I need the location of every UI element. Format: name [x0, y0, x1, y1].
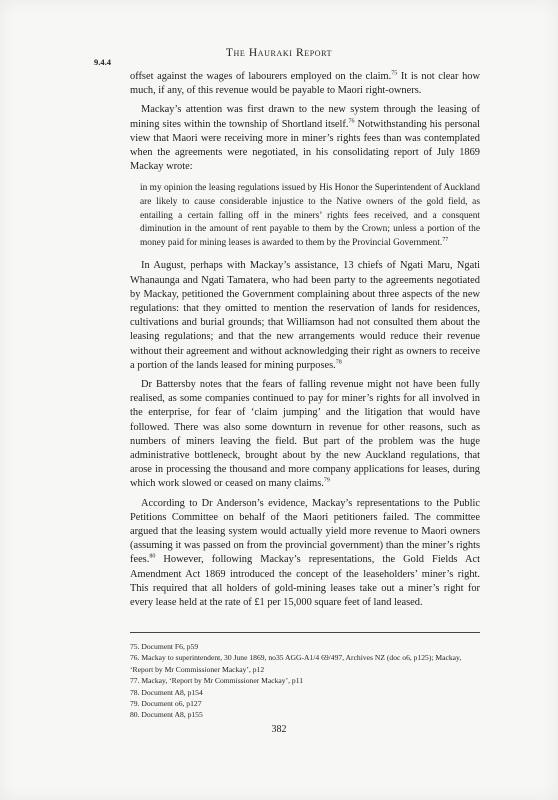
body-text — [130, 70, 480, 615]
footnote: 76. Mackay to superintendent, 30 June 1869, no35 AGG-A1/4 69/497, Archives NZ (doc o6, p125); Mackay, ‘Report by Mr Commissioner Mackay’, p12 — [130, 653, 462, 674]
footnote: 79. Document o6, p127 — [130, 699, 202, 709]
paragraph: Dr Battersby notes that the fears of falling revenue might not have been fully realised, as some companies continued to pay for miner’s rights for all involved in the enterprise, for fear of ‘claim jumping’ and the litigation that would have followed. There was also some downturn in revenue for other reasons, such as numbers of miners leaving the field. But part of the problem was the huge administrative bottleneck, brought about by the new Auckland regulations, that arose in processing the thousand and more company applications for leases, during which work slowed or ceased on many claims.$^{79}$ — [130, 379, 480, 490]
block-quote: in my opinion the leasing regulations issued by His Honor the Superintendent of Auckland are likely to cause considerable injustice to the Native owners of the gold field, as entailing a certain falling off in the miners’ rights fees received, and a consquent diminution in the amount of rent payable to them by the Crown; unless a portion of the money paid for mining leases is awarded to them by the Provincial Government.$^{77}$ — [140, 183, 480, 248]
paragraph: Mackay’s attention was first drawn to the new system through the leasing of mining sites within the township of Shortland itself.$^{76}$ Notwithstanding his personal view that Maori were receiving more in miner’s rights fees than was contemplated when the agreements were negotiated, in his consolidating report of July 1869 Mackay wrote: — [130, 104, 481, 173]
paragraph: offset against the wages of labourers employed on the claim.$^{75}$ It is not clear how much, if any, of this revenue would be payable to Maori right-owners. — [130, 70, 480, 97]
footnote-ref[interactable]: 77 — [442, 236, 449, 243]
footnote-ref[interactable]: 76 — [348, 118, 355, 125]
page-number: 382 — [271, 724, 287, 735]
footnote-ref[interactable]: 78 — [335, 359, 342, 366]
footnote: 77. Mackay, ‘Report by Mr Commissioner Mackay’, p11 — [130, 676, 304, 686]
running-head: The Hauraki Report — [225, 47, 333, 59]
footnote-ref[interactable]: 75 — [391, 70, 398, 77]
footnote-ref[interactable]: 80 — [149, 553, 156, 560]
paragraph: According to Dr Anderson’s evidence, Mackay’s representations to the Public Petitions Committee on behalf of the Maori petitioners failed. The committee argued that the leasing system would actually yield more revenue to Maori owners (assuming it was passed on from the provincial government) than the miner’s rights fees.$^{80}$ However, following Mackay’s representations, the Gold Fields Act Amendment Act 1869 introduced the concept of the leaseholders’ miner’s right. This required that all holders of gold-mining leases take out a miner’s right for every lease held at the rate of £1 per 15,000 square feet of land leased. — [130, 497, 480, 609]
footnote: 80. Document A8, p155 — [130, 710, 203, 720]
footnote-divider — [130, 632, 480, 633]
footnote: 75. Document F6, p59 — [130, 642, 199, 651]
paragraph: In August, perhaps with Mackay’s assistance, 13 chiefs of Ngati Maru, Ngati Whanaunga and Ngati Tamatera, who had been party to the agreements negotiated by Mackay, petitioned the Government complaining about three aspects of the new regulations: that they omitted to mention the reservation of lands for residences, cultivations and burial grounds; that Williamson had not consulted them about the leasing regulations; and that the new arrangements would reduce their revenue without their agreement and without acknowledging their right as owners to receive a portion of the lands leased for mining purposes.$^{78}$ — [130, 260, 480, 371]
footnote: 78. Document A8, p154 — [130, 687, 203, 697]
section-number: 9.4.4 — [94, 57, 111, 67]
footnotes — [130, 641, 480, 721]
footnote-ref[interactable]: 79 — [323, 477, 330, 484]
